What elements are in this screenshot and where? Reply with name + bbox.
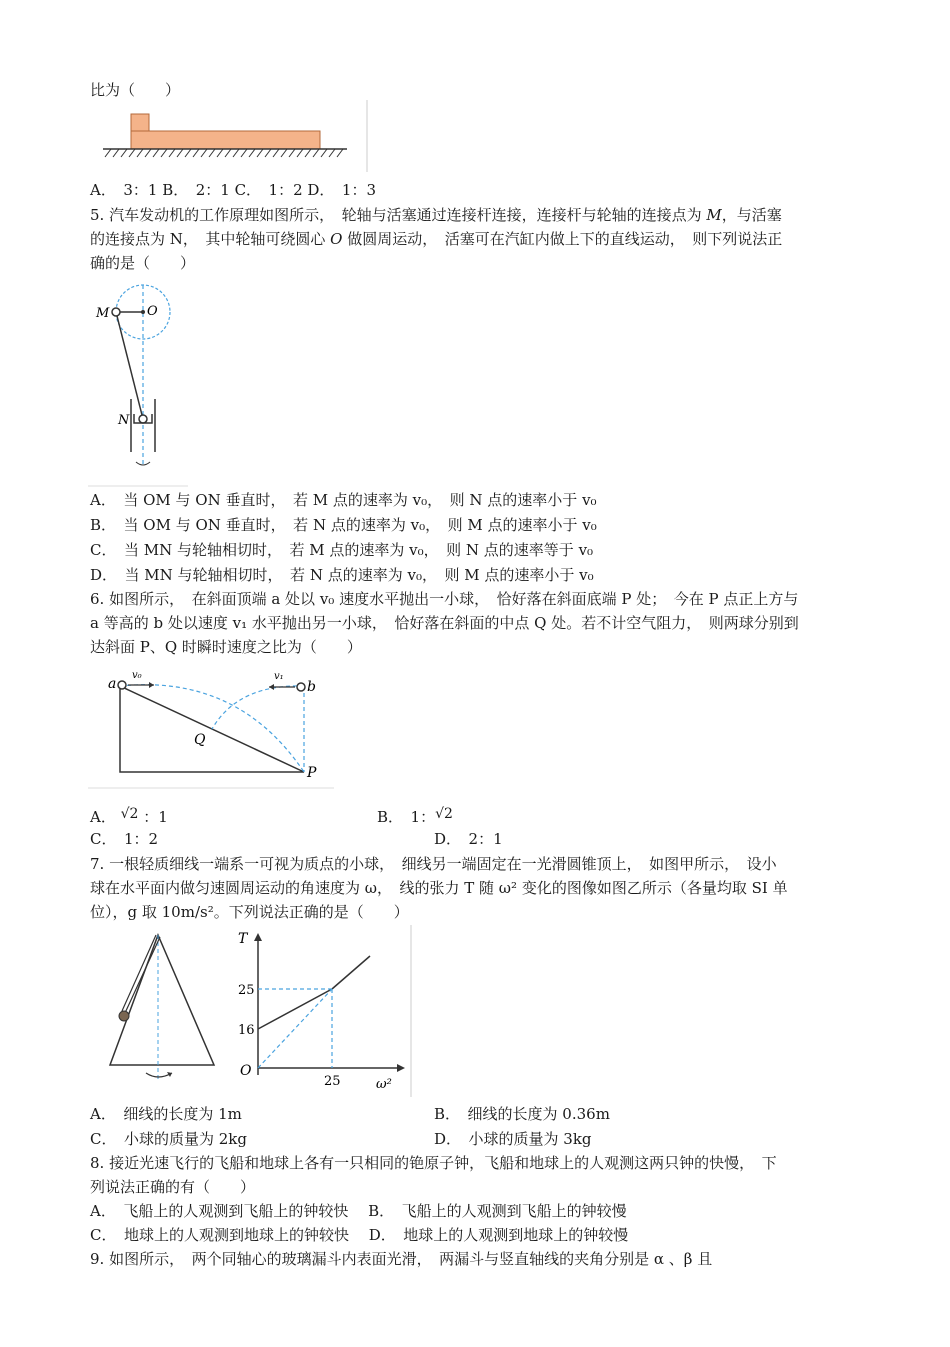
label-p: P — [307, 765, 317, 781]
label-t: T — [238, 931, 248, 947]
trajectory-b — [212, 686, 304, 729]
point-o — [141, 310, 145, 314]
q7-stem-line1: 7. 一根轻质细线一端系一可视为质点的小球， 细线另一端固定在一光滑圆锥顶上， 如图甲所示， 设小 — [90, 855, 777, 873]
ball — [119, 1011, 129, 1021]
q8-options-ab: A． 飞船上的人观测到飞船上的钟较快 B． 飞船上的人观测到飞船上的钟较慢 — [90, 1202, 627, 1220]
q6-option-d: D． 2：1 — [434, 830, 503, 848]
q9-stem-line1: 9. 如图所示， 两个同轴心的玻璃漏斗内表面光滑， 两漏斗与竖直轴线的夹角分别是 α 、β 且 — [90, 1250, 713, 1268]
q5-option-c: C． 当 MN 与轮轴相切时， 若 M 点的速率为 v₀， 则 N 点的速率等于 v₀ — [90, 541, 594, 559]
point-m — [112, 308, 120, 316]
label-origin: O — [240, 1063, 252, 1079]
ground-hatch — [105, 149, 343, 157]
label-o: O — [147, 304, 158, 319]
q7-option-a: A． 细线的长度为 1m — [90, 1105, 242, 1123]
q6-option-c: C． 1：2 — [90, 830, 159, 848]
q7-option-c: C． 小球的质量为 2kg — [90, 1130, 247, 1148]
q4-stem-tail: 比为（ ） — [90, 81, 181, 99]
tick-25-y: 25 — [238, 983, 255, 998]
q5-option-a: A． 当 OM 与 ON 垂直时， 若 M 点的速率为 v₀， 则 N 点的速率小于 v₀ — [90, 491, 597, 509]
q6-option-a: A． √2 ：1 — [90, 806, 168, 826]
ball-a — [118, 681, 126, 689]
q6-incline-figure — [88, 664, 338, 792]
label-v0: v₀ — [132, 670, 142, 681]
q5-stem-line2: 的连接点为 N， 其中轮轴可绕圆心 O 做圆周运动， 活塞可在汽缸内做上下的直线运动， 则下列说法正 — [90, 230, 783, 248]
q8-stem-line2: 列说法正确的有（ ） — [90, 1178, 256, 1196]
q4-options: A． 3：1 B． 2：1 C． 1：2 D． 1：3 — [90, 181, 377, 199]
label-a: a — [108, 676, 117, 692]
label-q: Q — [194, 732, 206, 748]
q7-option-b: B． 细线的长度为 0.36m — [434, 1105, 610, 1123]
q5-option-d: D． 当 MN 与轮轴相切时， 若 N 点的速率为 v₀， 则 M 点的速率小于 v₀ — [90, 566, 594, 584]
q6-stem-line3: 达斜面 P、Q 时瞬时速度之比为（ ） — [90, 638, 362, 656]
q5-stem-line1: 5. 汽车发动机的工作原理如图所示， 轮轴与活塞通过连接杆连接，连接杆与轮轴的连接点为 M，与活塞 — [90, 206, 782, 224]
label-b: b — [307, 679, 316, 695]
rod-mn — [116, 312, 143, 419]
q5-option-b: B． 当 OM 与 ON 垂直时， 若 N 点的速率为 v₀， 则 M 点的速率小于 v₀ — [90, 516, 597, 534]
small-block — [131, 114, 149, 131]
q6-option-b: B． 1：√2 — [377, 806, 453, 826]
segment-2 — [332, 956, 370, 989]
q4-figure — [95, 100, 385, 172]
q6-stem-line1: 6. 如图所示， 在斜面顶端 a 处以 v₀ 速度水平抛出一小球， 恰好落在斜面底端 P 处； 今在 P 点正上方与 — [90, 590, 799, 608]
sqrt2-b: √2 — [435, 806, 453, 822]
q7-stem-line2: 球在水平面内做匀速圆周运动的角速度为 ω， 线的张力 T 随 ω² 变化的图像如图乙所示（各量均取 SI 单 — [90, 879, 788, 897]
q7-option-d: D． 小球的质量为 3kg — [434, 1130, 592, 1148]
tick-25-x: 25 — [324, 1074, 341, 1089]
sqrt2-a: √2 — [120, 806, 139, 822]
q8-stem-line1: 8. 接近光速飞行的飞船和地球上各有一只相同的铯原子钟，飞船和地球上的人观测这两只钟的快慢， 下 — [90, 1154, 777, 1172]
long-plank — [131, 131, 320, 149]
tick-16-y: 16 — [238, 1023, 255, 1038]
q7-stem-line3: 位），g 取 10m/s²。下列说法正确的是（ ） — [90, 903, 409, 921]
q7-tension-graph — [230, 925, 412, 1097]
label-m: M — [96, 306, 110, 321]
label-n: N — [118, 413, 130, 428]
q7-cone-figure — [88, 925, 228, 1097]
cone — [110, 935, 214, 1065]
point-n — [139, 415, 147, 423]
dashed-origin — [258, 989, 332, 1068]
q5-engine-figure — [88, 282, 188, 487]
segment-1 — [258, 989, 332, 1029]
q8-options-cd: C． 地球上的人观测到地球上的钟较快 D． 地球上的人观测到地球上的钟较慢 — [90, 1226, 629, 1244]
q5-stem-line3: 确的是（ ） — [90, 254, 196, 272]
label-v1: v₁ — [274, 671, 284, 682]
ball-b — [297, 683, 305, 691]
label-omega2: ω² — [376, 1077, 392, 1092]
q6-stem-line2: a 等高的 b 处以速度 v₁ 水平抛出另一小球， 恰好落在斜面的中点 Q 处。若不计空气阻力， 则两球分别到 — [90, 614, 799, 632]
